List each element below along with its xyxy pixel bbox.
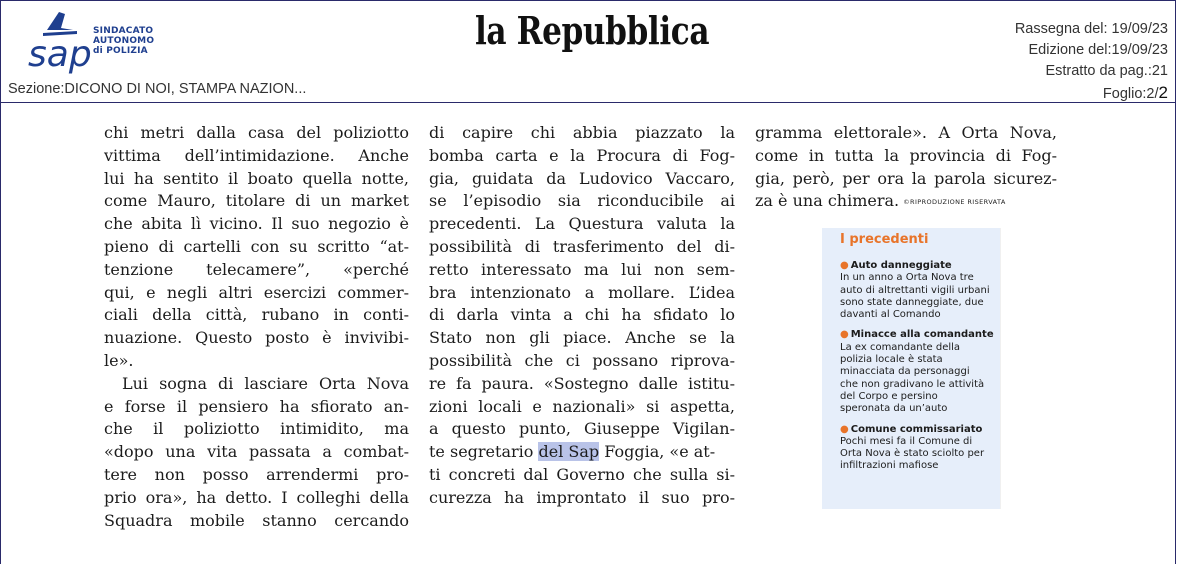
sidebar-item <box>840 260 1008 321</box>
article-column-1 <box>104 122 409 532</box>
sidebar-item-line: In un anno a Orta Nova tre <box>840 272 974 284</box>
text-line: pieno di cartelli con su scritto “at- <box>104 236 409 256</box>
text-line: ti concreti dal Governo che sulla si- <box>429 464 735 484</box>
sidebar-item-line: Orta Nova è stato sciolto per <box>840 448 985 460</box>
text-line: possibilità che ci possano riprova- <box>429 350 735 370</box>
sidebar-body <box>840 260 1008 481</box>
text-line: Lui sogna di lasciare Orta Nova <box>122 373 409 393</box>
text-line: se l’episodio sia riconducibile ai <box>429 191 735 211</box>
newspaper-masthead: la Repubblica <box>475 8 710 53</box>
text-line: precedenti. La Questura valuta la <box>429 214 735 234</box>
text-line: le». <box>104 350 134 370</box>
sidebar-item-line: sono state danneggiate, due <box>840 296 984 308</box>
text-line: come in tutta la provincia di Fog- <box>755 145 1057 165</box>
logo-line: di POLIZIA <box>93 46 148 56</box>
text-line: chi metri dalla casa del poliziotto <box>104 123 409 142</box>
sidebar-item-line: Pochi mesi fa il Comune di <box>840 435 973 447</box>
logo-mark: sap <box>28 34 92 75</box>
text-line: nuazione. Questo posto è invivibi- <box>104 328 409 348</box>
edizione-date: Edizione del:19/09/23 <box>1028 42 1168 58</box>
text-line <box>755 190 1057 214</box>
text-line: tenzione telecamere”, «perché <box>104 259 409 279</box>
text-line: gia, però, per ora la parola sicurez- <box>755 168 1057 188</box>
text-line: lui ha sentito il boato quella notte, <box>104 168 409 188</box>
text-line: a questo punto, Giuseppe Vigilan- <box>429 419 735 439</box>
text-line: come Mauro, titolare di un market <box>104 191 409 211</box>
sidebar-item-line: davanti al Comando <box>840 309 941 321</box>
article-column-3 <box>755 122 1057 214</box>
sap-logo-icon <box>25 8 95 78</box>
foglio-number <box>1015 82 1168 105</box>
text-line: e forse il pensiero ha sfiorato an- <box>104 396 409 416</box>
sidebar-item <box>840 424 1008 473</box>
foglio-label: Foglio:2/ <box>1102 86 1159 102</box>
text-line: prio ora», ha detto. I colleghi della <box>104 487 409 507</box>
bullet-dot-icon: ● <box>840 329 849 341</box>
sidebar-item-heading <box>840 260 1008 272</box>
sidebar-item-line: polizia locale è stata <box>840 354 943 366</box>
sidebar-item-line: La ex comandante della <box>840 341 961 353</box>
heading-text: Auto danneggiate <box>850 260 952 271</box>
logo-line: AUTONOMO <box>93 36 155 46</box>
heading-text: Comune commissariato <box>850 423 983 435</box>
sidebar-box <box>822 228 1001 509</box>
text-line: «dopo una vita passata a combat- <box>104 442 409 462</box>
logo-wordmark <box>93 26 154 56</box>
header-divider <box>0 102 1176 103</box>
text-line <box>429 441 735 464</box>
rassegna-date: Rassegna del: 19/09/23 <box>1014 21 1168 37</box>
copyright-notice: ©RIPRODUZIONE RISERVATA <box>903 198 1006 207</box>
text-line: gramma elettorale». A Orta Nova, <box>755 123 1057 142</box>
sidebar-title: I precedenti <box>840 232 929 247</box>
sap-logo <box>25 8 185 78</box>
text-line: re fa paura. «Sostegno dalle istitu- <box>429 373 735 393</box>
text-fragment: Foggia, «e at- <box>604 442 716 462</box>
sidebar-item-line: che non gradivano le attività <box>840 378 985 390</box>
sidebar-item-line: infiltrazioni mafiose <box>840 460 939 472</box>
text-line: di capire chi abbia piazzato la <box>429 123 735 142</box>
text-line: che abita lì vicino. Il suo negozio è <box>104 214 409 234</box>
bullet-dot-icon: ● <box>840 260 849 271</box>
text-line: bomba carta e la Procura di Fog- <box>429 145 735 165</box>
estratto-page: Estratto da pag.:21 <box>1045 63 1168 79</box>
text-line: Stato non gli piace. Anche se la <box>429 328 735 348</box>
heading-text: Minacce alla comandante <box>850 329 994 341</box>
text-fragment: te segretario <box>429 442 539 462</box>
text-line: Squadra mobile stanno cercando <box>104 510 409 530</box>
sidebar-item-heading <box>840 424 1008 436</box>
sidebar-item-line: speronata da un’auto <box>840 403 948 415</box>
text-fragment: za è una chimera. <box>755 191 900 211</box>
sidebar-item <box>840 329 1008 415</box>
foglio-total: 2 <box>1158 83 1168 102</box>
clipping-meta <box>1015 19 1168 105</box>
sidebar-item-line: minacciata da personaggi <box>840 366 970 378</box>
section-label: Sezione:DICONO DI NOI, STAMPA NAZION... <box>8 81 307 97</box>
sidebar-item-line: del Corpo e persino <box>840 390 938 402</box>
text-line: bra intenzionato a mollare. L’idea <box>429 282 735 302</box>
logo-line: SINDACATO <box>93 26 154 36</box>
text-line: retto interessato ma lui non sem- <box>429 259 735 279</box>
text-line: di darla vinta a chi ha sfidato lo <box>429 305 735 325</box>
sidebar-item-line: auto di altrettanti vigili urbani <box>840 284 990 296</box>
text-line: zioni locali e nazionali» si aspetta, <box>429 396 735 416</box>
text-line: gia, guidata da Ludovico Vaccaro, <box>429 168 735 188</box>
text-line: ciali della città, rubano in conti- <box>104 305 409 325</box>
text-line: curezza ha improntato il suo pro- <box>429 487 735 507</box>
highlighted-text: del Sap <box>538 442 600 462</box>
text-line: vittima dell’intimidazione. Anche <box>104 145 409 165</box>
text-line: possibilità di trasferimento del di- <box>429 236 735 256</box>
article-column-2 <box>429 122 735 510</box>
sidebar-item-heading <box>840 329 1008 341</box>
text-line: qui, e negli altri esercizi commer- <box>104 282 409 302</box>
text-line: che il poliziotto intimidito, ma <box>104 419 409 439</box>
bullet-dot-icon: ● <box>840 423 849 435</box>
text-line: tere non posso arrendermi pro- <box>104 464 409 484</box>
